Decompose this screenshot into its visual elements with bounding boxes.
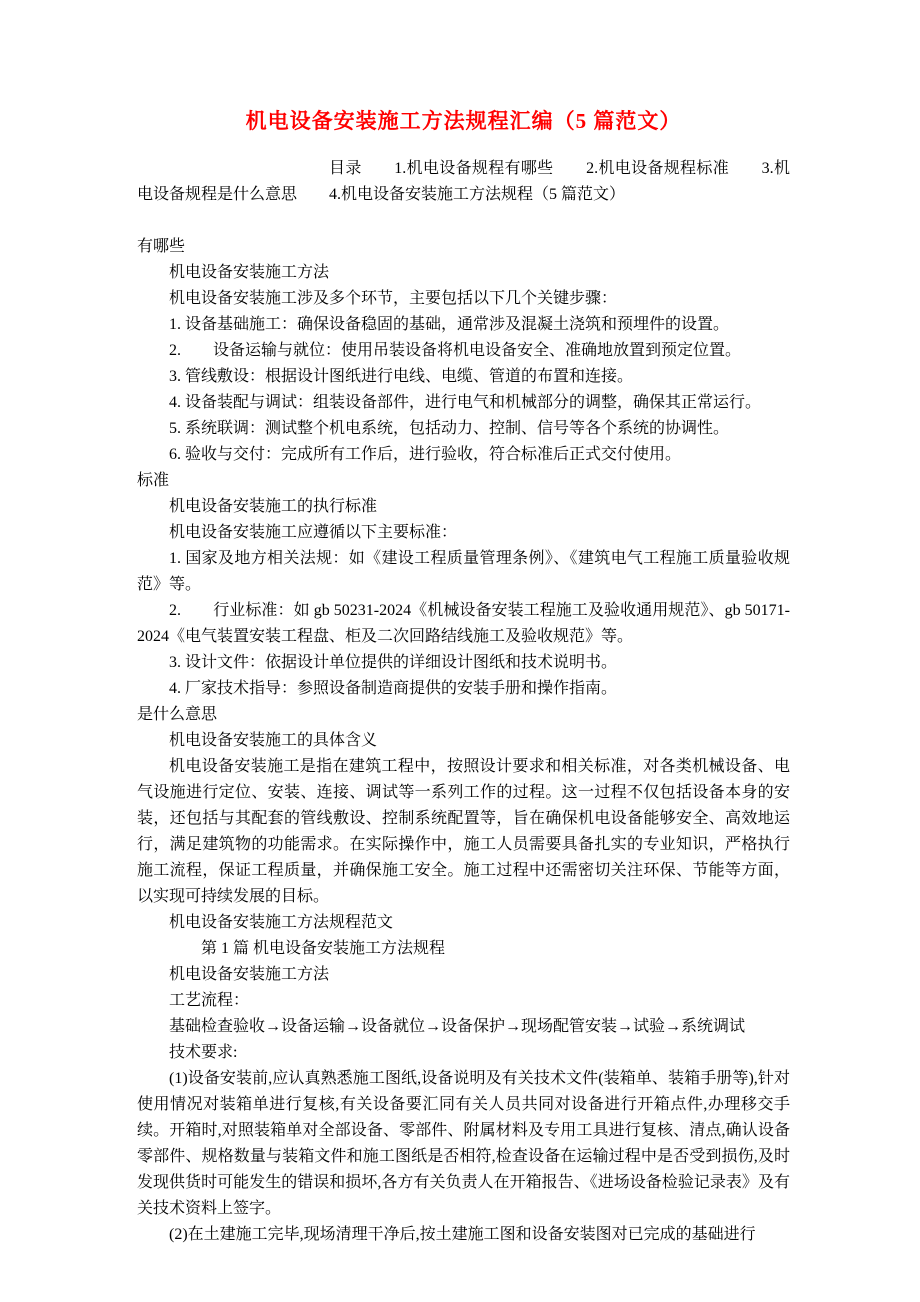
paragraph: 机电设备安装施工应遵循以下主要标准：: [169, 524, 458, 541]
paragraph: 机电设备安装施工方法: [169, 966, 330, 983]
section-heading: 是什么意思: [137, 706, 218, 723]
blank-line: [137, 208, 790, 234]
paragraph: 机电设备安装施工的执行标准: [169, 498, 378, 515]
list-item: 4. 设备装配与调试：组装设备部件，进行电气和机械部分的调整，确保其正常运行。: [169, 394, 762, 411]
paragraph: (2)在土建施工完毕,现场清理干净后,按土建施工图和设备安装图对已完成的基础进行: [169, 1226, 756, 1243]
document-body: [137, 156, 790, 1248]
list-item: 5. 系统联调：测试整个机电系统，包括动力、控制、信号等各个系统的协调性。: [169, 420, 730, 437]
paragraph: 技术要求:: [169, 1044, 238, 1061]
paragraph: 基础检查验收→设备运输→设备就位→设备保护→现场配管安装→试验→系统调试: [169, 1018, 746, 1035]
list-item: 3. 管线敷设：根据设计图纸进行电线、电缆、管道的布置和连接。: [169, 368, 634, 385]
table-of-contents: 目录 1.机电设备规程有哪些 2.机电设备规程标准 3.机电设备规程是什么意思 4.机电设备安装施工方法规程（5 篇范文）: [137, 160, 790, 203]
list-item: 6. 验收与交付：完成所有工作后，进行验收，符合标准后正式交付使用。: [169, 446, 682, 463]
paragraph: 机电设备安装施工是指在建筑工程中，按照设计要求和相关标准，对各类机械设备、电气设施进行定位、安装、连接、调试等一系列工作的过程。这一过程不仅包括设备本身的安装，还包括与其配套的管线敷设、控制系统配置等，旨在确保机电设备能够安全、高效地运行，满足建筑物的功能需求。在实际操作中，施工人员需要具备扎实的专业知识，严格执行施工流程，保证工程质量，并确保施工安全。施工过程中还需密切关注环保、节能等方面，以实现可持续发展的目标。: [137, 758, 790, 905]
list-item: 2. 设备运输与就位：使用吊装设备将机电设备安全、准确地放置到预定位置。: [169, 342, 742, 359]
paragraph: 机电设备安装施工的具体含义: [169, 732, 378, 749]
chapter-heading: 第 1 篇 机电设备安装施工方法规程: [201, 940, 446, 957]
paragraph: 机电设备安装施工方法规程范文: [169, 914, 394, 931]
paragraph: 机电设备安装施工方法: [169, 264, 330, 281]
section-heading: 标准: [137, 472, 170, 489]
list-item: 4. 厂家技术指导：参照设备制造商提供的安装手册和操作指南。: [169, 680, 618, 697]
section-heading: 有哪些: [137, 238, 186, 255]
document-title: 机电设备安装施工方法规程汇编（5 篇范文）: [245, 109, 682, 133]
list-item: 3. 设计文件：依据设计单位提供的详细设计图纸和技术说明书。: [169, 654, 618, 671]
list-item: 2. 行业标准：如 gb 50231-2024《机械设备安装工程施工及验收通用规范》、gb 50171-2024《电气装置安装工程盘、柜及二次回路结线施工及验收规范》等。: [137, 602, 790, 645]
list-item: 1. 国家及地方相关法规：如《建设工程质量管理条例》、《建筑电气工程施工质量验收规范》等。: [137, 550, 790, 593]
paragraph: 工艺流程：: [169, 992, 250, 1009]
paragraph: (1)设备安装前,应认真熟悉施工图纸,设备说明及有关技术文件(装箱单、装箱手册等),针对使用情况对装箱单进行复核,有关设备要汇同有关人员共同对设备进行开箱点件,办理移交手续。开箱时,对照装箱单对全部设备、零部件、附属材料及专用工具进行复核、清点,确认设备零部件、规格数量与装箱文件和施工图纸是否相符,检查设备在运输过程中是否受到损伤,及时发现供货时可能发生的错误和损坏,各方有关负责人在开箱报告、《进场设备检验记录表》及有关技术资料上签字。: [137, 1070, 790, 1217]
paragraph: 机电设备安装施工涉及多个环节，主要包括以下几个关键步骤：: [169, 290, 618, 307]
list-item: 1. 设备基础施工：确保设备稳固的基础，通常涉及混凝土浇筑和预埋件的设置。: [169, 316, 730, 333]
